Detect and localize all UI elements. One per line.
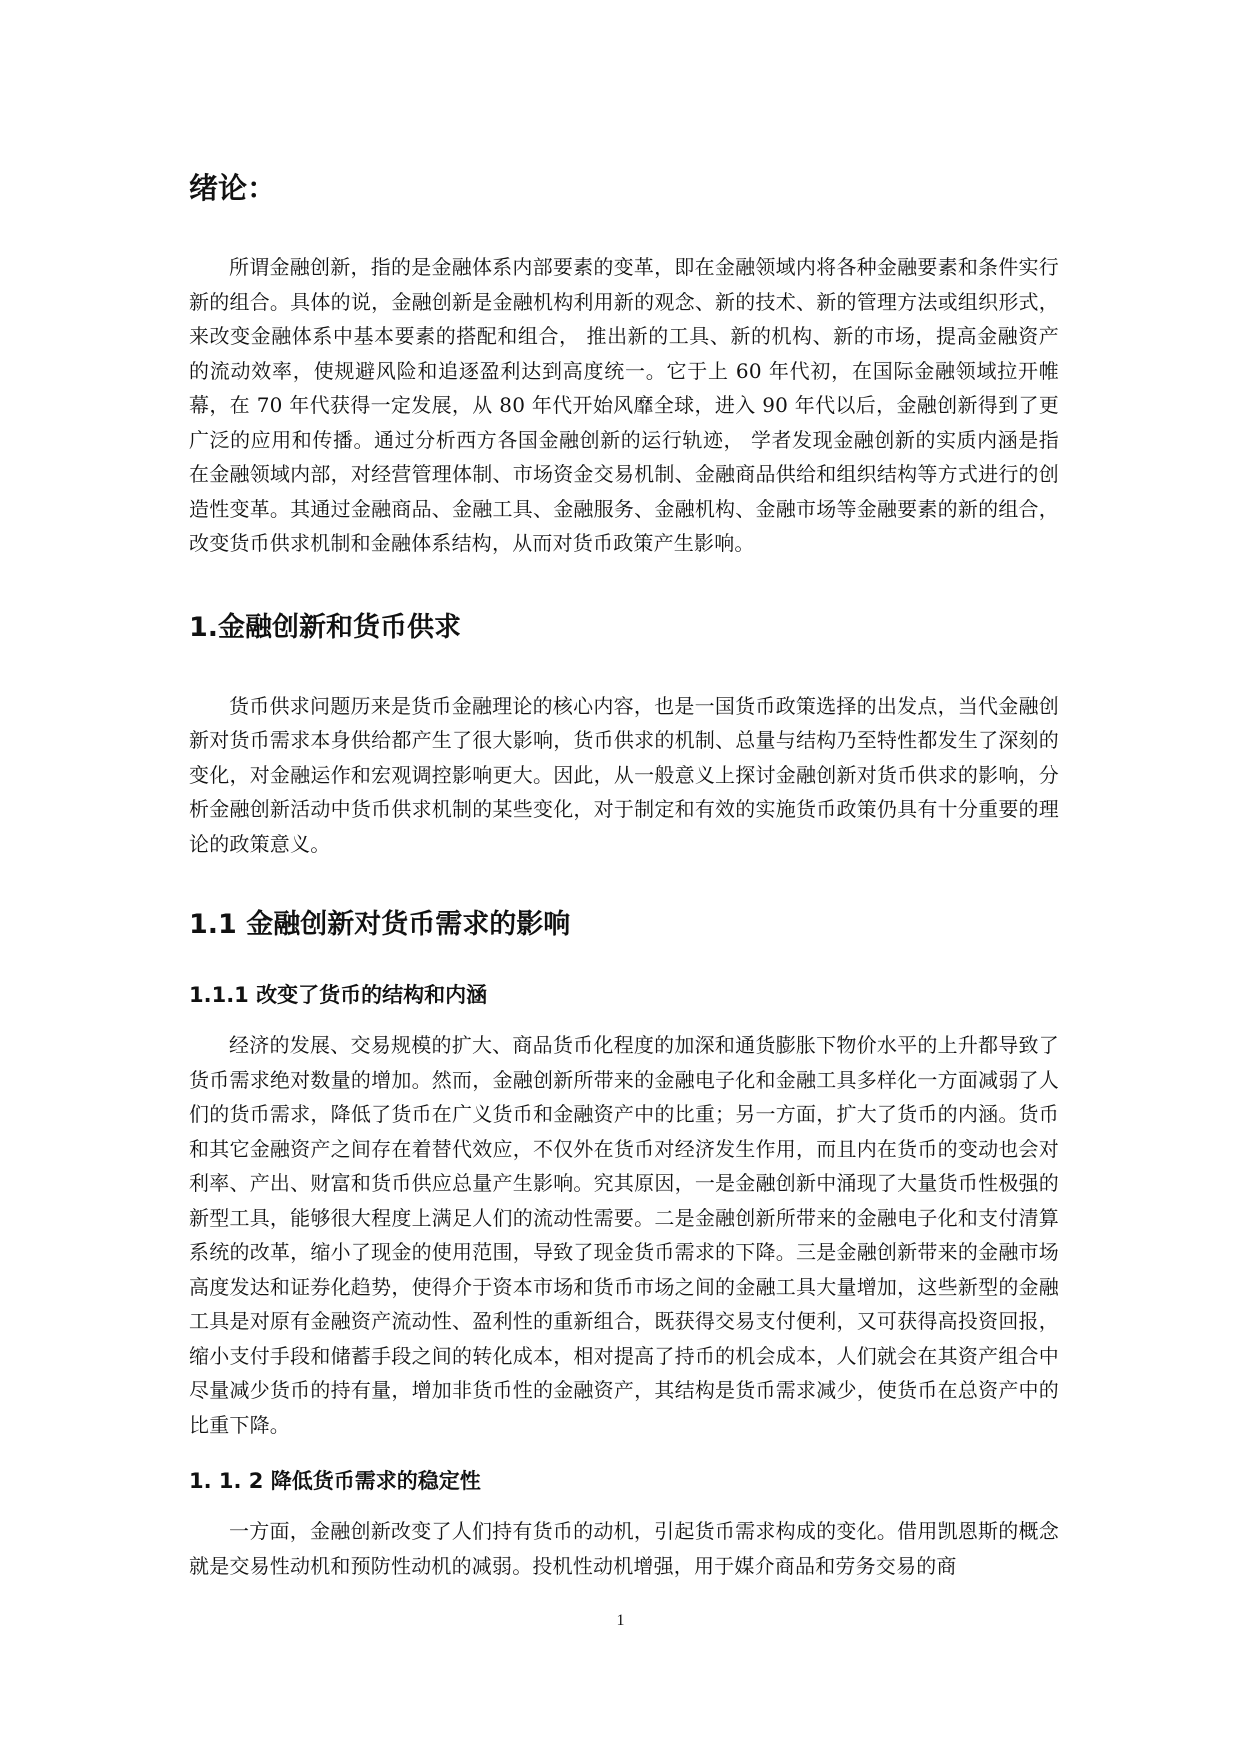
section-1-1-1-heading: 1.1.1 改变了货币的结构和内涵: [189, 983, 488, 1007]
page-number: 1: [616, 1612, 625, 1629]
section-1-1-2-heading: 1. 1. 2 降低货币需求的稳定性: [189, 1469, 481, 1493]
section-1-1-2-paragraph: 一方面，金融创新改变了人们持有货币的动机，引起货币需求构成的变化。借用凯恩斯的概念就是交易性动机和预防性动机的减弱。投机性动机增强，用于媒介商品和劳务交易的商: [189, 1519, 1059, 1578]
section-1-heading: 1.金融创新和货币供求: [189, 611, 462, 643]
section-1-paragraph: 货币供求问题历来是货币金融理论的核心内容，也是一国货币政策选择的出发点，当代金融创新对货币需求本身供给都产生了很大影响，货币供求的机制、总量与结构乃至特性都发生了深刻的变化，对金融运作和宏观调控影响更大。因此，从一般意义上探讨金融创新对货币供求的影响，分析金融创新活动中货币供求机制的某些变化，对于制定和有效的实施货币政策仍具有十分重要的理论的政策意义。: [189, 693, 1059, 856]
intro-paragraph: 所谓金融创新，指的是金融体系内部要素的变革，即在金融领域内将各种金融要素和条件实行新的组合。具体的说，金融创新是金融机构利用新的观念、新的技术、新的管理方法或组织形式，来改变金融体系中基本要素的搭配和组合， 推出新的工具、新的机构、新的市场，提高金融资产的流动效率，使规避风险和追逐盈利达到高度统一。它于上 60 年代初，在国际金融领域拉开帷幕，在 70 年代获得一定发展，从 80 年代开始风靡全球，进入 90 年代以后，金融创新得到了更广泛的应用和传播。通过分析西方各国金融创新的运行轨迹， 学者发现金融创新的实质内涵是指在金融领域内部，对经营管理体制、市场资金交易机制、金融商品供给和组织结构等方式进行的创造性变革。其通过金融商品、金融工具、金融服务、金融机构、金融市场等金融要素的新的组合，改变货币供求机制和金融体系结构，从而对货币政策产生影响。: [189, 255, 1059, 555]
document-body: [189, 168, 1059, 1583]
intro-heading: 绪论：: [189, 171, 277, 205]
section-1-1-1-paragraph: 经济的发展、交易规模的扩大、商品货币化程度的加深和通货膨胀下物价水平的上升都导致了货币需求绝对数量的增加。然而，金融创新所带来的金融电子化和金融工具多样化一方面减弱了人们的货币需求，降低了货币在广义货币和金融资产中的比重；另一方面，扩大了货币的内涵。货币和其它金融资产之间存在着替代效应，不仅外在货币对经济发生作用，而且内在货币的变动也会对利率、产出、财富和货币供应总量产生影响。究其原因，一是金融创新中涌现了大量货币性极强的新型工具，能够很大程度上满足人们的流动性需要。二是金融创新所带来的金融电子化和支付清算系统的改革，缩小了现金的使用范围，导致了现金货币需求的下降。三是金融创新带来的金融市场高度发达和证券化趋势，使得介于资本市场和货币市场之间的金融工具大量增加，这些新型的金融工具是对原有金融资产流动性、盈利性的重新组合，既获得交易支付便利，又可获得高投资回报，缩小支付手段和储蓄手段之间的转化成本，相对提高了持币的机会成本，人们就会在其资产组合中尽量减少货币的持有量，增加非货币性的金融资产，其结构是货币需求减少，使货币在总资产中的比重下降。: [189, 1033, 1059, 1437]
section-1-1-heading: 1.1 金融创新对货币需求的影响: [189, 909, 571, 940]
